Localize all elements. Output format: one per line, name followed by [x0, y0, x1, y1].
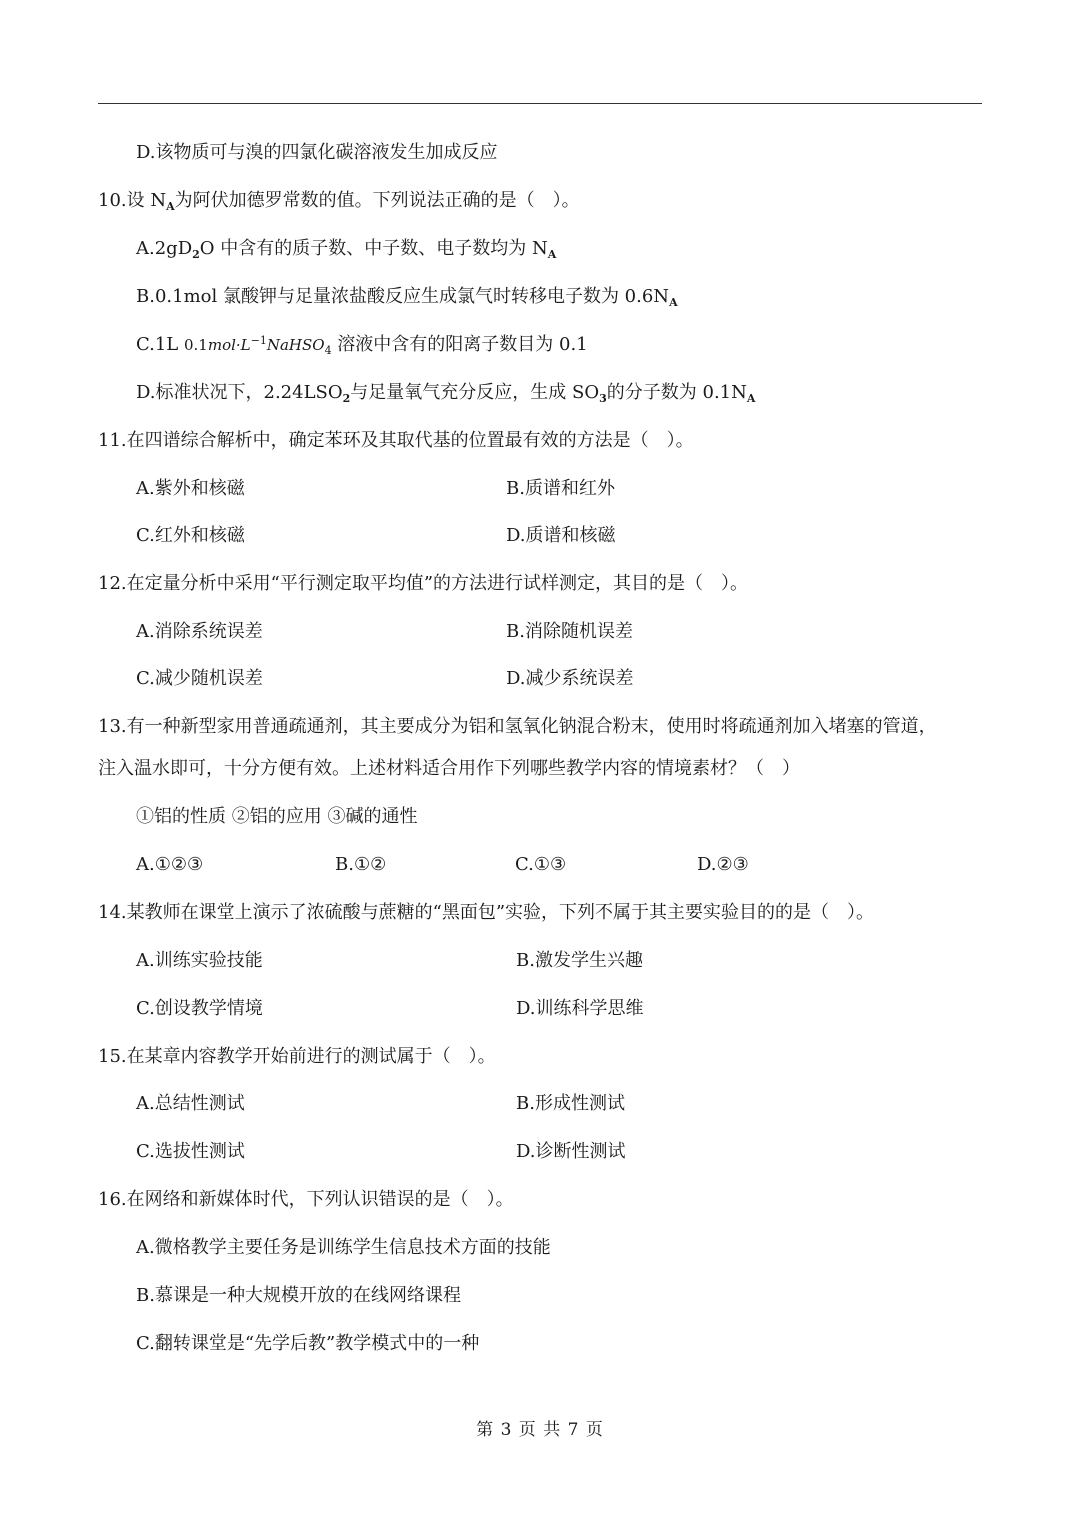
q13-option-c: C.①③	[515, 854, 567, 875]
q9-option-d: D.该物质可与溴的四氯化碳溶液发生加成反应	[136, 142, 498, 163]
q13-items: ①铝的性质 ②铝的应用 ③碱的通性	[136, 806, 418, 827]
q10-option-b: B.0.1mol 氯酸钾与足量浓盐酸反应生成氯气时转移电子数为 $0.6N_A$	[136, 286, 678, 309]
q11-option-c: C.红外和核磁	[136, 525, 245, 546]
q13-option-a: A.①②③	[136, 854, 204, 875]
q13-stem-line2: 注入温水即可，十分方便有效。上述材料适合用作下列哪些教学内容的情境素材？（ ）	[98, 758, 800, 779]
q10-option-c: C.1L $0.1mol\cdot L^{-1}NaHSO_4$ 溶液中含有的阳离子数目为 0.1	[136, 334, 588, 357]
q15-option-a: A.总结性测试	[136, 1093, 245, 1114]
q16-option-a: A.微格教学主要任务是训练学生信息技术方面的技能	[136, 1237, 551, 1258]
q13-stem-line1: 13.有一种新型家用普通疏通剂，其主要成分为铝和氢氧化钠混合粉末，使用时将疏通剂加入堵塞的管道，	[98, 716, 937, 737]
q12-option-a: A.消除系统误差	[136, 621, 263, 642]
q11-option-a: A.紫外和核磁	[136, 478, 245, 499]
q14-option-b: B.激发学生兴趣	[516, 950, 643, 971]
q12-option-d: D.减少系统误差	[506, 668, 634, 689]
q15-option-c: C.选拔性测试	[136, 1141, 245, 1162]
q13-option-b: B.①②	[335, 854, 387, 875]
q11-stem: 11.在四谱综合解析中，确定苯环及其取代基的位置最有效的方法是（ ）。	[98, 430, 694, 451]
q11-option-b: B.质谱和红外	[506, 478, 615, 499]
q16-stem: 16.在网络和新媒体时代，下列认识错误的是（ ）。	[98, 1189, 514, 1210]
q14-option-c: C.创设教学情境	[136, 998, 263, 1019]
q12-option-c: C.减少随机误差	[136, 668, 263, 689]
q14-stem: 14.某教师在课堂上演示了浓硫酸与蔗糖的“黑面包”实验，下列不属于其主要实验目的的是（ ）。	[98, 902, 875, 923]
header-rule	[98, 103, 982, 104]
q16-option-c: C.翻转课堂是“先学后教”教学模式中的一种	[136, 1333, 480, 1354]
q11-option-d: D.质谱和核磁	[506, 525, 616, 546]
q15-option-d: D.诊断性测试	[516, 1141, 626, 1162]
q12-option-b: B.消除随机误差	[506, 621, 633, 642]
q15-option-b: B.形成性测试	[516, 1093, 625, 1114]
q16-option-b: B.慕课是一种大规模开放的在线网络课程	[136, 1285, 461, 1306]
q10-option-a: $A.2gD_2O$ 中含有的质子数、中子数、电子数均为 $N_A$	[136, 238, 557, 261]
q13-option-d: D.②③	[697, 854, 749, 875]
q10-option-d: D.标准状况下，$2.24LSO_2$与足量氧气充分反应，生成 $SO_3$的分子数为 $0.1N_A$	[136, 382, 756, 405]
q14-option-d: D.训练科学思维	[516, 998, 644, 1019]
q14-option-a: A.训练实验技能	[136, 950, 263, 971]
q12-stem: 12.在定量分析中采用“平行测定取平均值”的方法进行试样测定，其目的是（ ）。	[98, 573, 749, 594]
page-footer: 第 3 页 共 7 页	[476, 1420, 604, 1440]
q15-stem: 15.在某章内容教学开始前进行的测试属于（ ）。	[98, 1046, 496, 1067]
q10-stem: 10.设 $N_A$为阿伏加德罗常数的值。下列说法正确的是（ ）。	[98, 190, 580, 213]
